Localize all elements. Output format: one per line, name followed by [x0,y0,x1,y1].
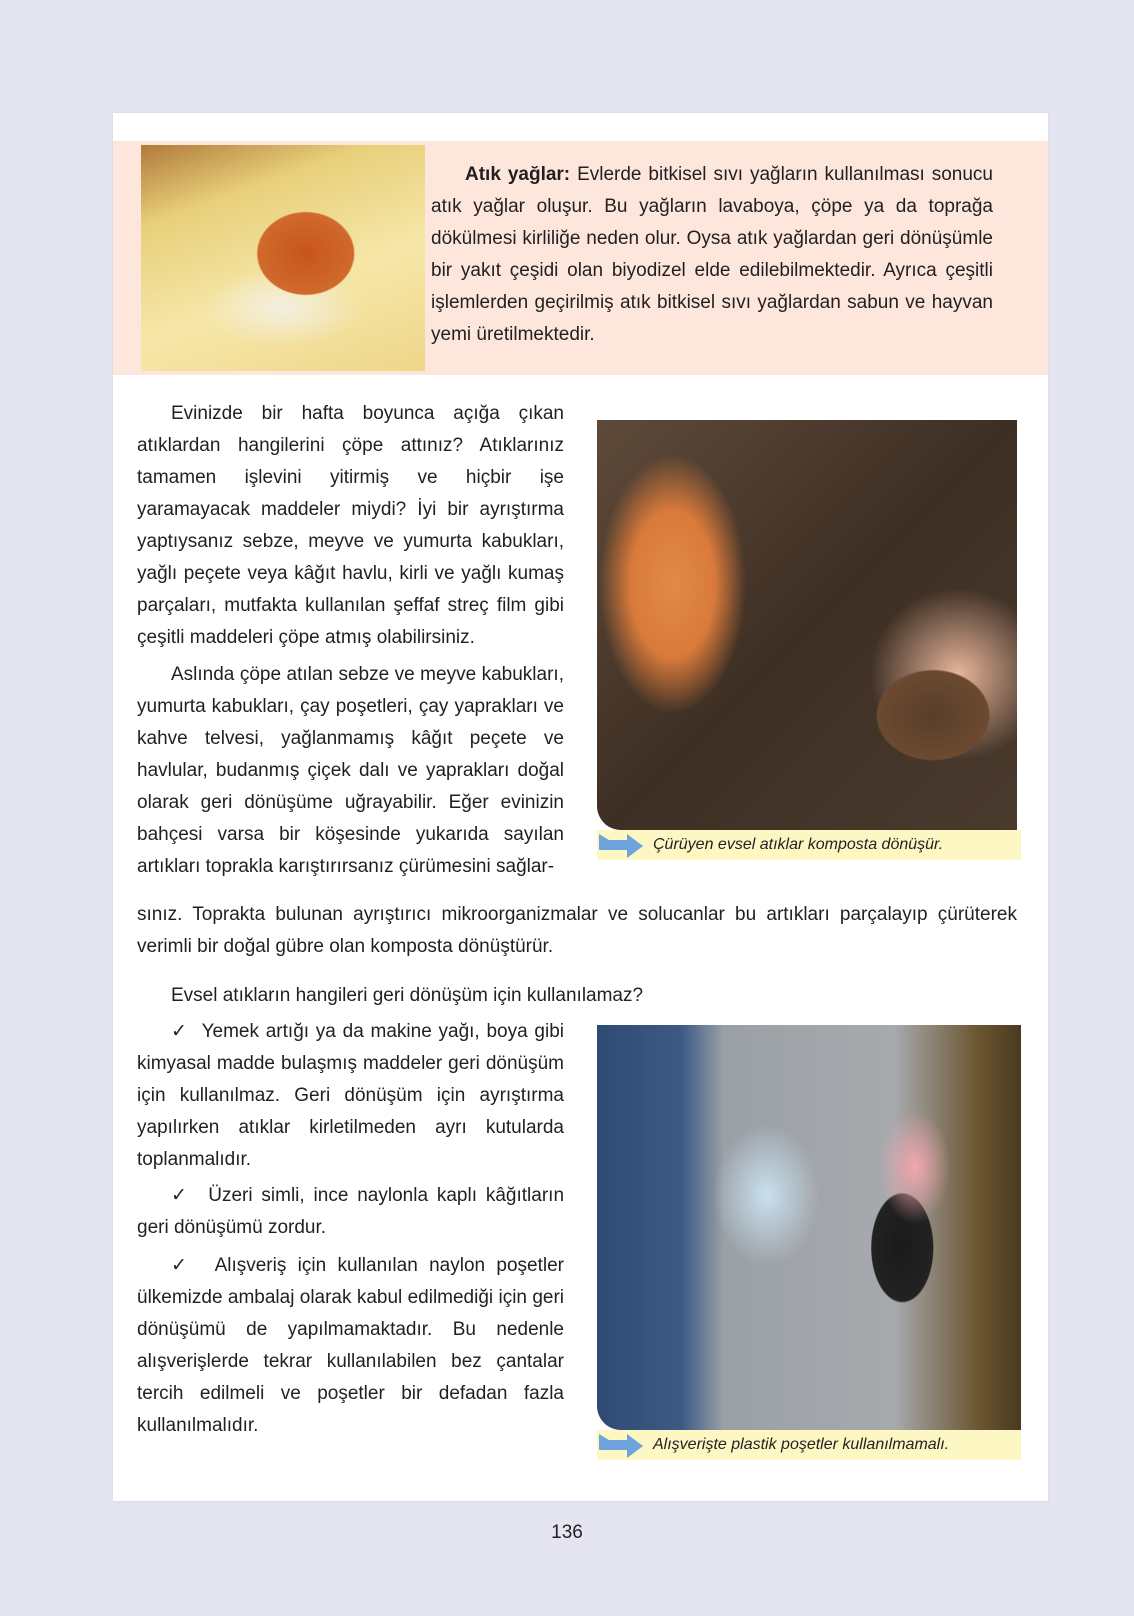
arrow-right-icon [599,1434,643,1458]
arrow-right-icon [599,834,643,858]
info-title: Atık yağlar: [465,164,571,185]
shopping-bags-photo [597,1025,1021,1430]
paragraph-2 [137,659,564,883]
caption-compost [597,830,1021,860]
caption2-text: Alışverişte plastik poşetler kullanılmamalı. [653,1436,950,1453]
page-number: 136 [551,1522,583,1543]
check-icon: ✓ [171,1021,189,1042]
bullet-3-text: Alışveriş için kullanılan naylon poşetler ülkemizde ambalaj olarak kabul edilmediği için geri dönüşümü de yapılmamaktadır. Bu nedenle alışverişlerde tekrar kullanılabilen bez çantalar tercih edilmeli ve poşetler bir defadan fazla kullanılmalıdır. [137,1255,564,1436]
paragraph-2-cont [137,899,1017,963]
textbook-page [113,113,1048,1501]
para2b-text: sınız. Toprakta bulunan ayrıştırıcı mikroorganizmalar ve solucanlar bu artıkları parçalayıp çürüterek verimli bir doğal gübre olan komposta dönüştürür. [137,904,1017,957]
bullet-1 [137,1016,564,1176]
question-text: Evsel atıkların hangileri geri dönüşüm için kullanılamaz? [171,985,644,1006]
compost-photo [597,420,1017,830]
frying-photo [141,145,425,371]
bullet-2 [137,1180,564,1244]
bullet-2-text: Üzeri simli, ince naylonla kaplı kâğıtların geri dönüşümü zordur. [137,1185,565,1238]
caption1-text: Çürüyen evsel atıklar komposta dönüşür. [653,836,944,853]
check-icon: ✓ [171,1185,191,1206]
info-text [431,159,993,351]
bullet-1-text: Yemek artığı ya da makine yağı, boya gibi kimyasal madde bulaşmış maddeler geri dönüşüm için kullanılmaz. Geri dönüşüm için ayrıştırma yapılırken atıklar kirletilmeden ayrı kutularda toplanmalıdır. [137,1021,565,1170]
check-icon: ✓ [171,1255,193,1276]
bullet-3 [137,1250,564,1442]
paragraph-1 [137,398,564,654]
caption-bags [597,1430,1021,1460]
info-box [113,141,1048,375]
question [137,980,1017,1012]
info-body: Evlerde bitkisel sıvı yağların kullanılması sonucu atık yağlar oluşur. Bu yağların lavaboya, çöpe ya da toprağa dökülmesi kirliliğe neden olur. Oysa atık yağlardan geri dönüşümle bir yakıt çeşidi olan biyodizel elde edilebilmektedir. Ayrıca çeşitli işlemlerden geçirilmiş atık bitkisel sıvı yağlardan sabun ve hayvan yemi üretilmektedir. [431,164,993,345]
para1-text: Evinizde bir hafta boyunca açığa çıkan atıklardan hangilerini çöpe attınız? Atıklarınız tamamen işlevini yitirmiş ve hiçbir işe yaramayacak maddeler miydi? İyi bir ayrıştırma yaptıysanız sebze, meyve ve yumurta kabukları, yağlı peçete veya kâğıt havlu, kirli ve yağlı kumaş parçaları, mutfakta kullanılan şeffaf streç film gibi çeşitli maddeleri çöpe atmış olabilirsiniz. [137,403,564,648]
para2a-text: Aslında çöpe atılan sebze ve meyve kabukları, yumurta kabukları, çay poşetleri, çay yaprakları ve kahve telvesi, yağlanmamış kâğıt peçete ve havlular, budanmış çiçek dalı ve yaprakları doğal olarak geri dönüşüme uğrayabilir. Eğer evinizin bahçesi varsa bir köşesinde yukarıda sayılan artıkları toprakla karıştırırsanız çürümesini sağlar- [137,664,564,877]
